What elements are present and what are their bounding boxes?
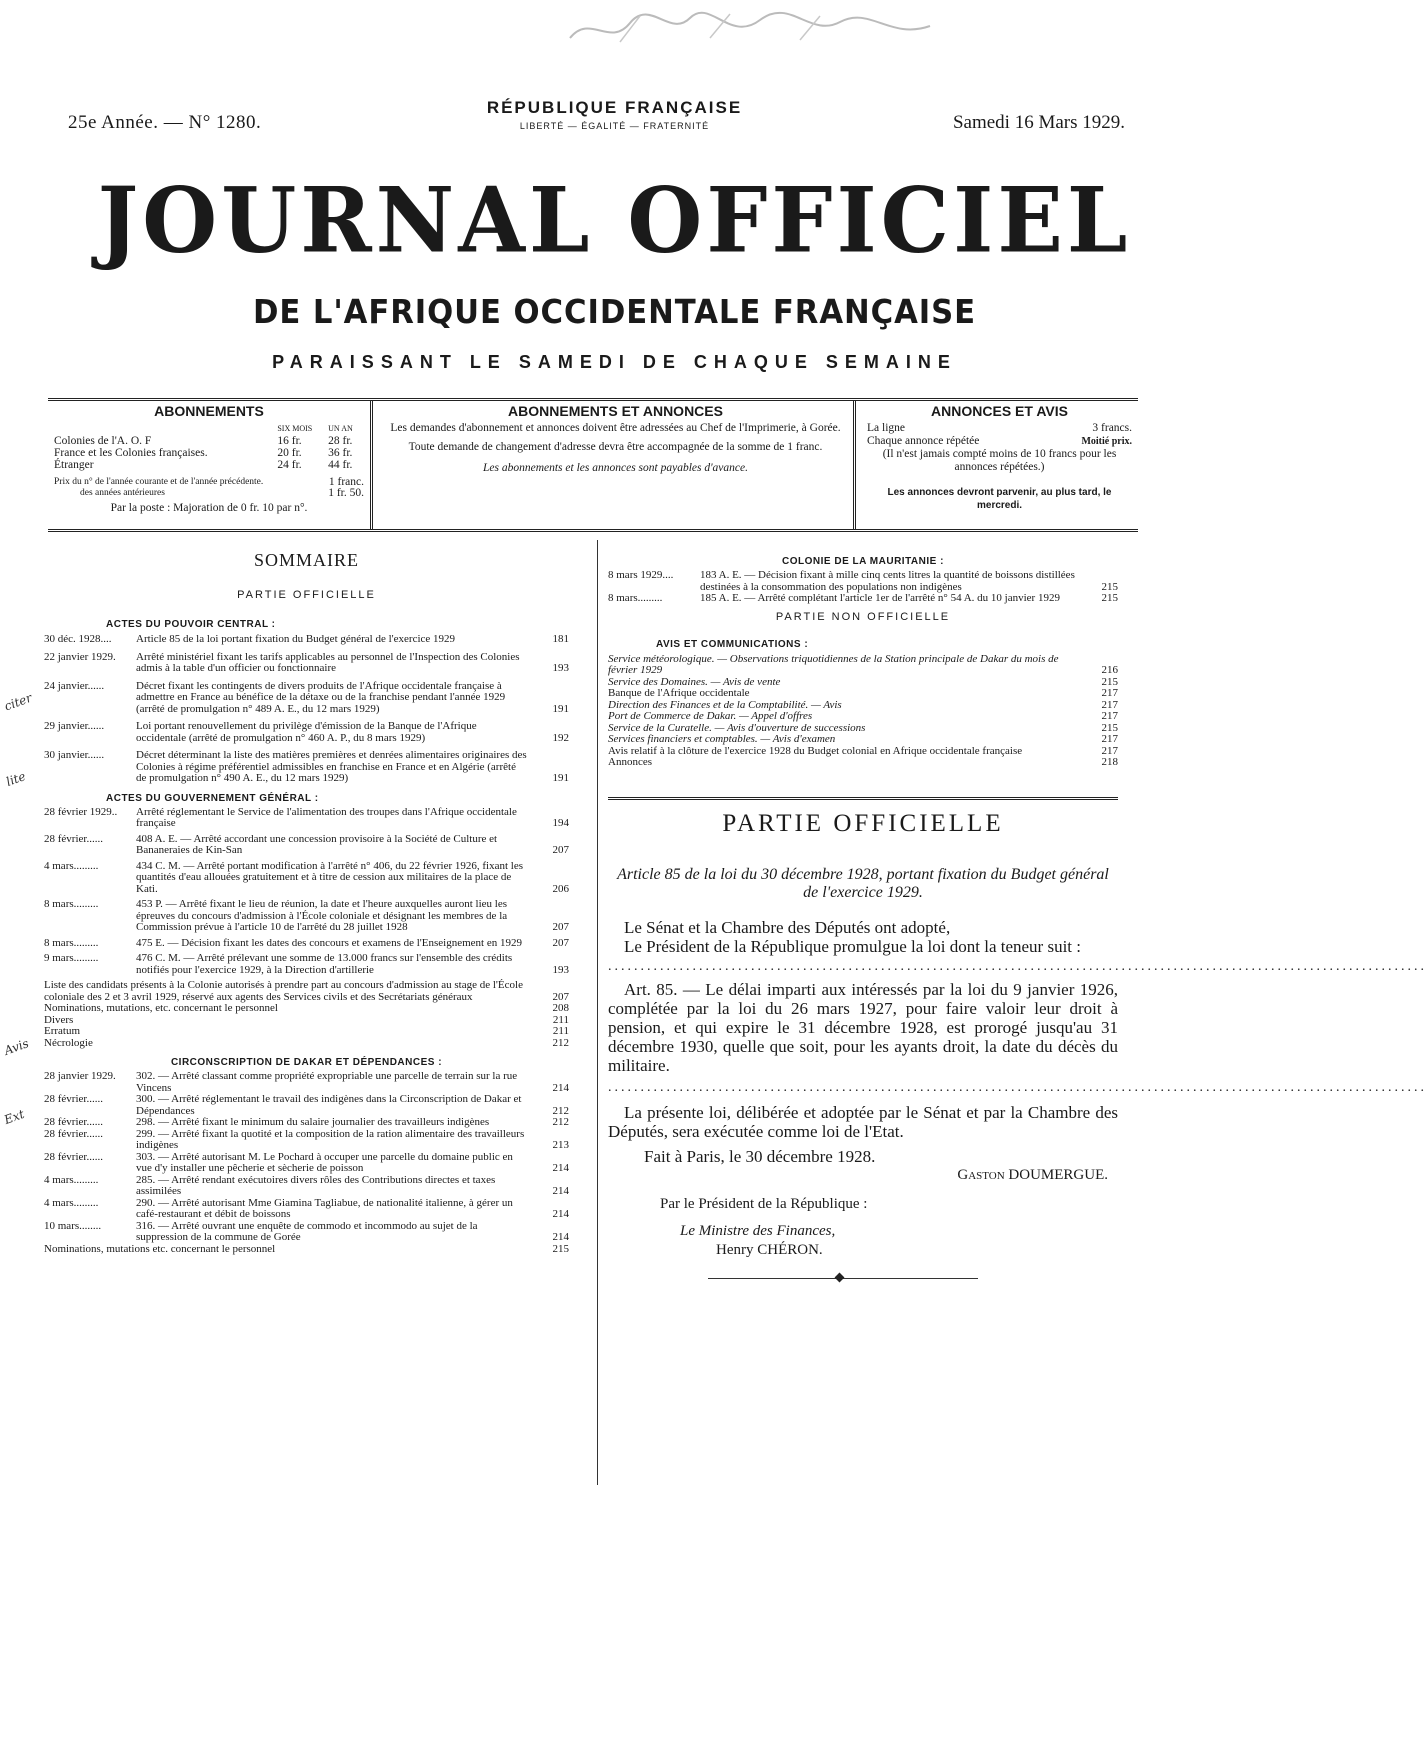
- section-gouvernement: ACTES DU GOUVERNEMENT GÉNÉRAL :: [106, 792, 319, 804]
- abonnements-title: ABONNEMENTS: [154, 403, 264, 419]
- toc-entry: Erratum 211: [44, 1025, 569, 1037]
- toc-entry: 28 février...... 300. — Arrêté réglementant le travail des indigènes dans la Circonscription de Dakar et Dépendances 212: [44, 1093, 569, 1117]
- toc-avis: [608, 654, 1118, 769]
- handwritten-scribble: [560, 8, 960, 48]
- toc-entry: Nominations, mutations, etc. concernant le personnel 208: [44, 1002, 569, 1014]
- annonces-avis-box: [861, 401, 1138, 529]
- toc-entry: 28 février...... 299. — Arrêté fixant la quotité et la composition de la ration alimentaire des travailleurs indigènes 213: [44, 1127, 569, 1151]
- toc-entry: 8 mars......... 453 P. — Arrêté fixant le lieu de réunion, la date et l'heure auxquelles auront lieu les épreuves du concours d'admission à l'École coloniale et désignant les membres de la Commission prévue à l'article 10 de l'arrêté du 28 juillet 1928 207: [44, 898, 569, 933]
- toc-entry: 8 mars......... 475 E. — Décision fixant les dates des concours et examens de l'Enseignement en 1929 207: [44, 936, 569, 949]
- toc-mauritanie: [608, 570, 1118, 605]
- sommaire-title: SOMMAIRE: [253, 550, 359, 570]
- toc-entry: Annonces 218: [608, 756, 1118, 768]
- toc-entry: 28 février 1929.. Arrêté réglementant le Service de l'alimentation des troupes dans l'Afrique occidentale française 194: [44, 805, 569, 829]
- toc-entry: Avis relatif à la clôture de l'exercice 1928 du Budget colonial en Afrique occidentale française 217: [608, 744, 1118, 757]
- subscription-info: [48, 398, 1138, 532]
- section-avis: AVIS ET COMMUNICATIONS :: [656, 638, 809, 650]
- toc-entry: Liste des candidats présents à la Colonie autorisés à prendre part au concours d'admission au stage de l'École coloniale des 2 et 3 avril 1929, réservé aux agents des Services civils et des Secrétariats généraux 207: [44, 979, 569, 1003]
- signature: Gaston DOUMERGUE.: [957, 1166, 1108, 1183]
- toc-pouvoir-central: [44, 634, 569, 785]
- partie-officielle-label: PARTIE OFFICIELLE: [237, 589, 376, 601]
- issue-date: Samedi 16 Mars 1929.: [952, 112, 1125, 133]
- ellipsis-line: ..............................................................................................................................: [608, 1079, 1427, 1095]
- toc-entry: 4 mars......... 290. — Arrêté autorisant Mme Giamina Tagliabue, de nationalité italienne, à gérer un café-restaurant et débit de boissons 214: [44, 1196, 569, 1220]
- margin-note: Avis: [2, 1036, 31, 1058]
- masthead-subtitle: DE L'AFRIQUE OCCIDENTALE FRANÇAISE: [252, 292, 977, 331]
- ministre-title: Le Ministre des Finances,: [680, 1222, 836, 1239]
- margin-note: lite: [4, 769, 28, 789]
- prix-numero: Prix du n° de l'année courante et de l'année précédente. 1 franc.: [54, 476, 364, 488]
- toc-entry: Service des Domaines. — Avis de vente 215: [608, 675, 1118, 688]
- republic-header: [400, 98, 829, 131]
- toc-gouvernement: [44, 807, 569, 977]
- toc-entry: Port de Commerce de Dakar. — Appel d'offres 217: [608, 710, 1118, 722]
- abonnements-p1: Les demandes d'abonnement et annonces doivent être adressées au Chef de l'Imprimerie, à Gorée.: [390, 422, 841, 434]
- abonnements-box: [48, 401, 373, 529]
- annonces-deadline: Les annonces devront parvenir, au plus tard, le mercredi.: [887, 487, 1112, 511]
- right-column: [608, 556, 1427, 1279]
- toc-entry: Direction des Finances et de la Comptabilité. — Avis 217: [608, 698, 1118, 711]
- ellipsis-line: ..............................................................................................................................: [608, 958, 1427, 974]
- par-le-president: Par le Président de la République :: [660, 1195, 868, 1212]
- toc-entry: 9 mars......... 476 C. M. — Arrêté prélevant une somme de 13.000 francs sur l'ensemble des crédits notifiés pour l'exercice 1929, à la Direction d'artillerie 193: [44, 952, 569, 976]
- toc-entry: Divers 211: [44, 1013, 569, 1026]
- abonnements-p3: Les abonnements et les annonces sont payables d'avance.: [483, 462, 748, 474]
- column-divider: [597, 540, 598, 1485]
- tarif-ligne: La ligne 3 francs.: [867, 422, 1132, 434]
- toc-misc: [44, 980, 569, 1049]
- republic-motto: LIBERTÉ — ÉGALITÉ — FRATERNITÉ: [519, 121, 710, 131]
- masthead-tagline: PARAISSANT LE SAMEDI DE CHAQUE SEMAINE: [272, 352, 957, 372]
- toc-entry: 4 mars......... 285. — Arrêté rendant exécutoires divers rôles des Contributions directes et taxes assimilées 214: [44, 1173, 569, 1197]
- rate-row: Étranger 24 fr. 44 fr.: [54, 459, 353, 471]
- margin-note: citer: [2, 690, 34, 714]
- toc-entry: 30 déc. 1928.... Article 85 de la loi portant fixation du Budget général de l'exercice 1929 181: [44, 633, 569, 645]
- toc-entry: 8 mars......... 185 A. E. — Arrêté complétant l'article 1er de l'arrêté n° 54 A. du 10 janvier 1929 215: [608, 592, 1118, 604]
- prix-anterieur: des années antérieures 1 fr. 50.: [80, 487, 364, 499]
- toc-last: [44, 1244, 569, 1256]
- annonces-avis-title: ANNONCES ET AVIS: [931, 403, 1068, 419]
- annonces-note: (Il n'est jamais compté moins de 10 francs pour les annonces répétées.): [882, 448, 1117, 473]
- section-dakar: CIRCONSCRIPTION DE DAKAR ET DÉPENDANCES :: [170, 1057, 443, 1068]
- edition-number: 25e Année. — N° 1280.: [68, 112, 262, 133]
- toc-entry: 28 janvier 1929. 302. — Arrêté classant comme propriété expropriable une parcelle de terrain sur la rue Vincens 214: [44, 1070, 569, 1094]
- toc-entry: Services financiers et comptables. — Avis d'examen 217: [608, 733, 1118, 745]
- partie-non-officielle-label: PARTIE NON OFFICIELLE: [775, 610, 951, 623]
- section-rule: [608, 797, 1118, 800]
- toc-entry: 29 janvier...... Loi portant renouvellement du privilège d'émission de la Banque de l'Afrique occidentale (arrêté de promulgation n° 460 A. P., du 8 mars 1929) 192: [44, 720, 569, 744]
- toc-entry: 24 janvier...... Décret fixant les contingents de divers produits de l'Afrique occidentale française à admettre en France au bénéfice de la détaxe ou de la franchise pendant l'année 1929 (arrêté de promulgation n° 489 A. E., du 12 mars 1929) 191: [44, 679, 569, 715]
- republic-name: RÉPUBLIQUE FRANÇAISE: [486, 98, 743, 117]
- article-heading: Article 85 de la loi du 30 décembre 1928, portant fixation du Budget général de l'exercice 1929.: [617, 865, 1109, 901]
- article-p3: Art. 85. — Le délai imparti aux intéressés par la loi du 9 janvier 1926, complétée par la loi du 26 mars 1927, pour faire valoir leur droit à pension, et qui expire le 31 décembre 1928, est prorogé jusqu'au 31 décembre 1930, quelle que soit, pour les ayants droit, la date du décès du militaire.: [608, 979, 1118, 1075]
- col-six-mois: SIX MOIS: [277, 424, 313, 433]
- article-p1: Le Sénat et la Chambre des Députés ont adopté,: [624, 917, 951, 937]
- ministre-name: Henry CHÉRON.: [716, 1241, 823, 1258]
- toc-entry: 28 février...... 408 A. E. — Arrêté accordant une concession provisoire à la Société de Culture et Bananeraies de Kin-San 207: [44, 832, 569, 856]
- toc-entry: 30 janvier...... Décret déterminant la liste des matières premières et denrées alimentaires originaires des Colonies à régime préférentiel admissibles en franchise en France et en Algérie (arrêté de promulgation n° 490 A. E., du 12 mars 1929) 191: [44, 749, 569, 784]
- article-p4: La présente loi, délibérée et adoptée par le Sénat et par la Chambre des Députés, sera exécutée comme loi de l'Etat.: [608, 1102, 1118, 1141]
- section-pouvoir-central: ACTES DU POUVOIR CENTRAL :: [106, 619, 276, 630]
- rate-row: Colonies de l'A. O. F 16 fr. 28 fr.: [54, 435, 353, 447]
- rate-row: France et les Colonies françaises. 20 fr. 36 fr.: [54, 447, 353, 459]
- sommaire-column: [44, 550, 569, 1255]
- toc-entry: Service de la Curatelle. — Avis d'ouverture de successions 215: [608, 721, 1118, 734]
- section-mauritanie: COLONIE DE LA MAURITANIE :: [782, 556, 944, 567]
- col-un-an: UN AN: [328, 424, 353, 433]
- article-body: [608, 918, 1118, 956]
- abonnements-p2: Toute demande de changement d'adresse devra être accompagnée de la somme de 1 franc.: [408, 441, 823, 453]
- toc-entry: Nécrologie 212: [44, 1036, 569, 1049]
- toc-entry: 10 mars........ 316. — Arrêté ouvrant une enquête de commodo et incommodo au sujet de la suppression de la commune de Gorée 214: [44, 1219, 569, 1243]
- abonnements-rates: [54, 422, 364, 471]
- abonnements-annonces-title: ABONNEMENTS ET ANNONCES: [508, 403, 723, 419]
- toc-entry: 28 février...... 303. — Arrêté autorisant M. Le Pochard à occuper une parcelle du domaine public en vue d'y installer une pêcherie et sècherie de poisson 214: [44, 1150, 569, 1174]
- toc-entry: 4 mars......... 434 C. M. — Arrêté portant modification à l'arrêté n° 406, du 22 février 1926, fixant les quantités d'eau allouées gratuitement et à titre de cession aux militaires de la place de Kati. 206: [44, 859, 569, 895]
- partie-officielle-heading: PARTIE OFFICIELLE: [722, 809, 1004, 837]
- toc-entry: 8 mars 1929.... 183 A. E. — Décision fixant à mille cinq cents litres la quantité de boissons distillées destinées à la consommation des populations non indigènes 215: [608, 569, 1118, 593]
- masthead-title: JOURNAL OFFICIEL: [97, 167, 1132, 274]
- toc-entry: Nominations, mutations etc. concernant le personnel 215: [44, 1242, 569, 1255]
- toc-entry: 22 janvier 1929. Arrêté ministériel fixant les tarifs applicables au personnel de l'Inspection des Colonies admis à la table d'un officier ou fonctionnaire 193: [44, 650, 569, 674]
- abonnements-annonces-box: [378, 401, 856, 529]
- closing-rule: [708, 1278, 978, 1279]
- poste-note: Par la poste : Majoration de 0 fr. 10 par n°.: [110, 502, 308, 514]
- toc-entry: Service météorologique. — Observations triquotidiennes de la Station principale de Dakar du mois de février 1929 216: [608, 652, 1118, 676]
- toc-entry: 28 février...... 298. — Arrêté fixant le minimum du salaire journalier des travailleurs indigènes 212: [44, 1116, 569, 1128]
- article-p2: Le Président de la République promulgue la loi dont la teneur suit :: [624, 936, 1082, 956]
- tarif-repetee: Chaque annonce répétée Moitié prix.: [867, 435, 1132, 447]
- margin-note: Ext: [2, 1106, 27, 1128]
- article-p5: Fait à Paris, le 30 décembre 1928.: [644, 1146, 876, 1166]
- toc-entry: Banque de l'Afrique occidentale 217: [608, 687, 1118, 699]
- toc-dakar: [44, 1071, 569, 1244]
